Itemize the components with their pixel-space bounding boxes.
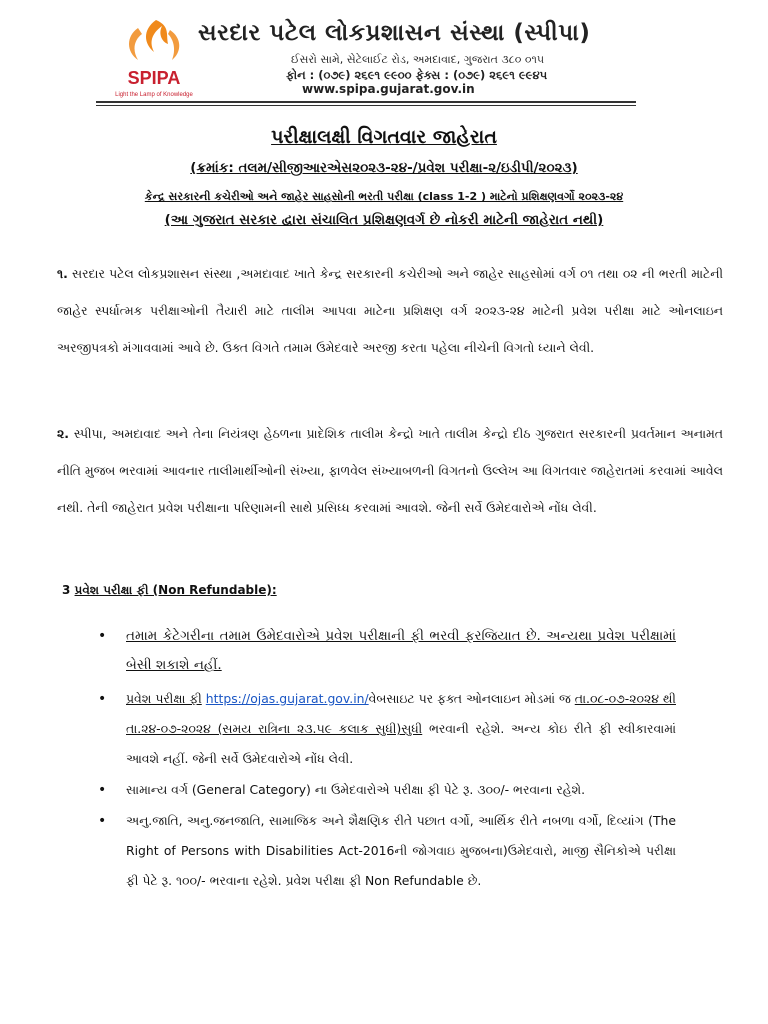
org-name: સરદાર પટેલ લોકપ્રશાસન સંસ્થા (સ્પીપા) <box>198 20 591 46</box>
paragraph-2 <box>57 415 723 526</box>
reference-number: (ક્રમાંક: તલમ/સીજીઆરએસ૨૦૨૩-૨૪-/પ્રવેશ પરીક્ષા-૨/ઇડીપી/૨૦૨૩) <box>190 160 578 176</box>
letterhead <box>96 14 696 104</box>
paragraph-text: સ્પીપા, અમદાવાદ અને તેના નિયંત્રણ હેઠળના પ્રાદેશિક તાલીમ કેન્દ્રો ખાતે તાલીમ કેન્દ્રો દીઠ ગુજરાત સરકારની પ્રવર્તમાન અનામત નીતિ મુજબ ભરવામાં આવનાર તાલીમાર્થીઓની સંખ્યા, ફાળવેલ સંખ્યાબળની વિગતનો ઉલ્લેખ આ વિગતવાર જાહેરાતમાં કરવામાં આવેલ નથી. તેની જાહેરાત પ્રવેશ પરીક્ષાના પરિણામની સાથે પ્રસિધ્ધ કરવામાં આવશે. જેની સર્વે ઉમેદવારોએ નોંધ લેવી. <box>57 426 723 515</box>
list-item <box>126 622 676 680</box>
header-rule-thin <box>96 105 636 106</box>
paragraph-number: ૧. <box>57 266 68 281</box>
ojas-link[interactable]: https://ojas.gujarat.gov.in/ <box>205 691 369 706</box>
list-item <box>126 775 676 805</box>
disclaimer-note: (આ ગુજરાત સરકાર દ્વારા સંચાલિત પ્રશિક્ષણવર્ગ છે નોકરી માટેની જાહેરાત નથી) <box>164 212 604 228</box>
section-title: પ્રવેશ પરીક્ષા ફી (Non Refundable): <box>74 583 277 597</box>
fee-dates: તા.૦૮-૦૭-૨૦૨૪ થી તા.૨૪-૦૭-૨૦૨૪ (સમય રાત્રિના ૨૩.૫૯ કલાક સુધી)સુધી <box>126 691 676 736</box>
section-3-heading <box>62 583 277 598</box>
bullet-text: ભરવાની રહેશે. અન્ય કોઇ રીતે ફી સ્વીકારવામાં આવશે નહીં. જેની સર્વે ઉમેદવારોએ નોંધ લેવી. <box>126 721 677 766</box>
bullet-text: સામાન્ય વર્ગ (General Category) ના ઉમેદવારોએ પરીક્ષા ફી પેટે રૂ. ૩૦૦/- ભરવાના રહેશે. <box>126 782 586 797</box>
paragraph-1 <box>57 255 723 366</box>
section-number: 3 <box>62 583 71 597</box>
course-title: કેન્દ્ર સરકારની કચેરીઓ અને જાહેર સાહસોની ભરતી પરીક્ષા (class 1-2 ) માટેનો પ્રશિક્ષણવર્ગો ૨૦૨૩-૨૪ <box>144 190 624 203</box>
org-address: ઈસરો સામે, સેટેલાઈટ રોડ, અમદાવાદ, ગુજરાત ૩૮૦ ૦૧૫ <box>291 53 545 66</box>
paragraph-text: સરદાર પટેલ લોકપ્રશાસન સંસ્થા ,અમદાવાદ ખાતે કેન્દ્ર સરકારની કચેરીઓ અને જાહેર સાહસોમાં વર્ગ ૦૧ તથા ૦૨ ની ભરતી માટેની જાહેર સ્પર્ધાત્મક પરીક્ષાઓની તૈયારી માટે તાલીમ આપવા માટેના પ્રશિક્ષણ વર્ગ ૨૦૨૩-૨૪ માટેની પ્રવેશ પરીક્ષા માટે ઓનલાઇન અરજીપત્રકો મંગાવવામાં આવે છે. ઉક્ત વિગતે તમામ ઉમેદવારે અરજી કરતા પહેલા નીચેની વિગતો ધ્યાને લેવી. <box>57 266 723 355</box>
page-title: પરીક્ષાલક્ષી વિગતવાર જાહેરાત <box>271 126 497 148</box>
org-phone: ફોન : (૦૭૯) ૨૬૯૧ ૯૯૦૦ ફેક્સ : (૦૭૯) ૨૬૯૧ ૯૯૪૫ <box>286 68 548 82</box>
list-item <box>126 806 676 896</box>
bullet-text: અનુ.જાતિ, અનુ.જનજાતિ, સામાજિક અને શૈક્ષણિક રીતે પછાત વર્ગો, આર્થિક રીતે નબળા વર્ગો, દિવ્યાંગ (The Right of Persons with Disabilities Act-2016ની જોગવાઇ મુજબના)ઉમેદવારો, માજી સૈનિકોએ પરીક્ષા ફી પેટે રૂ. ૧૦૦/- ભરવાના રહેશે. પ્રવેશ પરીક્ષા ફી Non Refundable છે. <box>126 813 676 888</box>
bullet-text: તમામ કેટેગરીના તમામ ઉમેદવારોએ પ્રવેશ પરીક્ષાની ફી ભરવી ફરજિયાત છે. અન્યથા પ્રવેશ પરીક્ષામાં બેસી શકાશે નહીં. <box>126 628 676 673</box>
bullet-text: વેબસાઇટ પર ફક્ત ઓનલાઇન મોડમાં જ <box>368 691 575 706</box>
logo-text: SPIPA <box>127 68 181 88</box>
paragraph-number: ૨. <box>57 426 69 441</box>
spipa-logo <box>104 14 204 102</box>
list-item <box>126 684 676 774</box>
org-website[interactable]: www.spipa.gujarat.gov.in <box>302 82 475 96</box>
logo-tagline: Light the Lamp of Knowledge <box>115 92 193 98</box>
header-rule <box>96 101 636 103</box>
bullet-label: પ્રવેશ પરીક્ષા ફી <box>126 691 202 706</box>
fee-rules-list <box>126 622 676 897</box>
